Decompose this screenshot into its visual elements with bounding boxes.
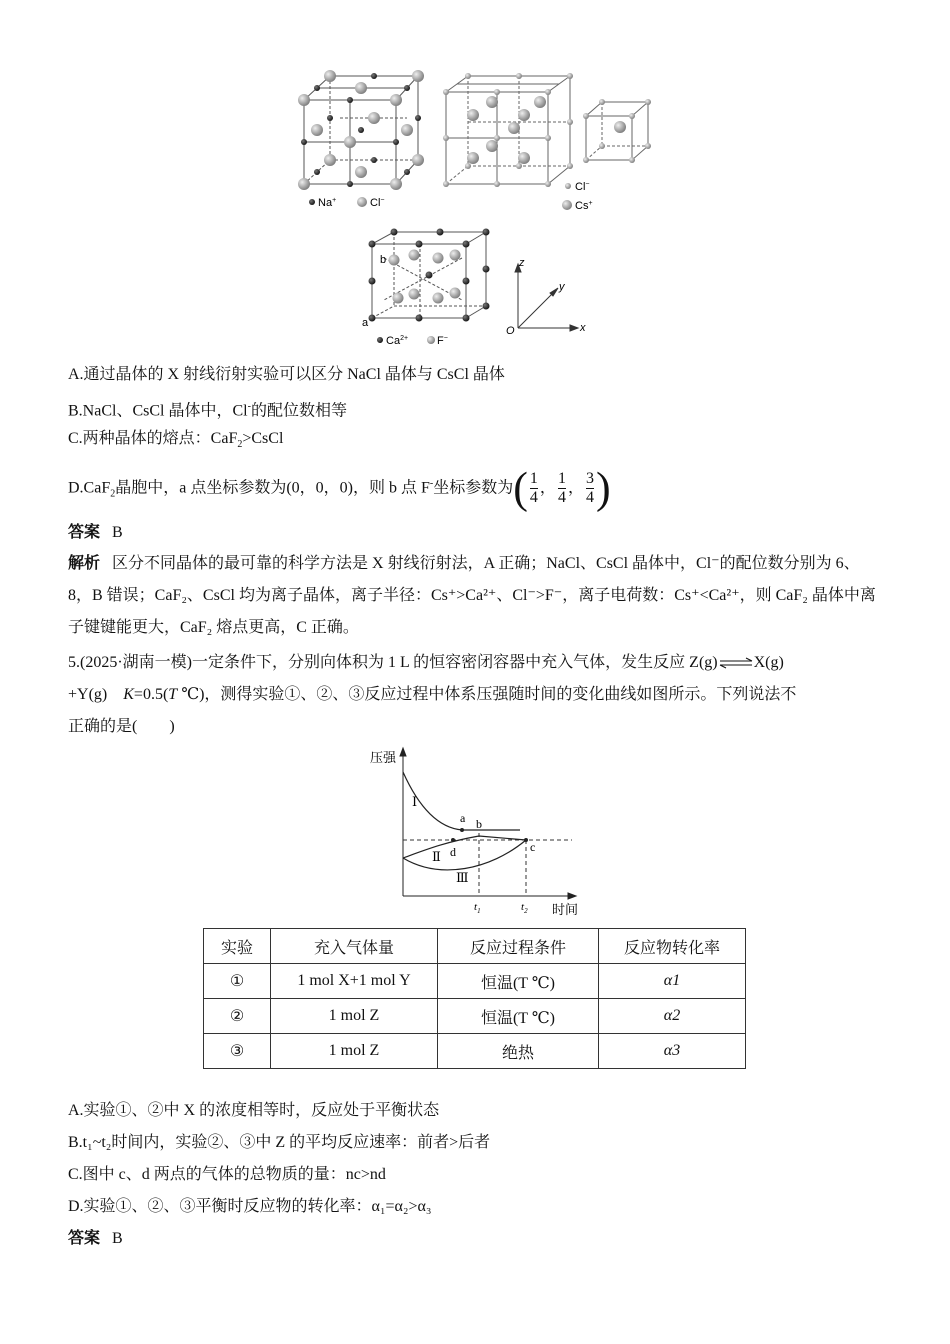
table-cell: 1 mol Z — [271, 1034, 438, 1069]
axis-x-label: x — [580, 322, 586, 334]
equilibrium-arrow-icon — [718, 657, 754, 669]
curve-label-II: Ⅱ — [432, 849, 441, 864]
label-c: c — [530, 840, 536, 854]
table-cell: 1 mol Z — [271, 999, 438, 1034]
frac-1: $\frac{1}{4}$ — [529, 470, 538, 507]
q5-stem-line2: +Y(g) K=0.5(T ℃)，测得实验①、②、③反应过程中体系压强随时间的变化曲线如图所示。下列说法不 — [68, 686, 797, 703]
cscl-legend — [562, 181, 593, 212]
caf2-legend — [377, 335, 448, 347]
q4-option-c: C.两种晶体的熔点：CaF$_2$>CsCl — [68, 430, 284, 451]
q5-stem-line3: 正确的是( ) — [68, 718, 175, 735]
axis-z-label: z — [519, 257, 525, 269]
q5-option-d: D.实验①、②、③平衡时反应物的转化率：α₁=α₂>α₃ — [68, 1198, 432, 1215]
y-axis-label: 压强 — [370, 750, 397, 765]
svg-text:Cs+: Cs+ — [575, 200, 593, 212]
table-cell: α3 — [599, 1034, 746, 1069]
coordinate-axes — [515, 264, 578, 331]
table-cell: ③ — [204, 1034, 271, 1069]
q5-option-a: A.实验①、②中 X 的浓度相等时，反应处于平衡状态 — [68, 1102, 440, 1119]
curve-II — [403, 836, 526, 858]
svg-text:F−: F− — [437, 335, 448, 347]
table-header: 反应过程条件 — [438, 929, 599, 964]
caf2-point-a: a — [362, 317, 369, 329]
t2-label: $t_2$ — [521, 901, 528, 915]
table-header: 实验 — [204, 929, 271, 964]
axis-y-label: y — [559, 281, 565, 293]
q4-option-d: D.CaF$_2$晶胞中，a 点坐标参数为(0，0，0)，则 b 点 F-坐标参数为( $\frac{1}{4}$ ， $\frac{1}{4}$ ， $\frac{3}{4}$ ) — [68, 463, 611, 513]
svg-text:Cl−: Cl− — [575, 181, 590, 193]
label-d: d — [450, 845, 456, 859]
curve-label-I: Ⅰ — [412, 794, 418, 809]
table-row — [204, 999, 746, 1034]
t1-label: $t_1$ — [474, 901, 481, 915]
label-b: b — [476, 817, 482, 831]
axis-origin-label: O — [506, 325, 515, 337]
q4-option-a: A.通过晶体的 X 射线衍射实验可以区分 NaCl 晶体与 CsCl 晶体 — [68, 366, 505, 383]
caf2-point-b: b — [380, 254, 387, 266]
nacl-legend — [309, 197, 384, 209]
table-cell: 绝热 — [438, 1034, 599, 1069]
curve-III — [403, 840, 526, 870]
q5-answer: 答案 B — [68, 1230, 123, 1247]
crystal-structures-figure — [290, 66, 670, 356]
table-cell: 1 mol X+1 mol Y — [271, 964, 438, 999]
experiment-table — [203, 928, 746, 1069]
x-axis-label: 时间 — [552, 902, 579, 917]
point-d — [451, 838, 455, 842]
nacl-ions — [298, 70, 424, 190]
q5-option-b: B.t₁~t₂时间内，实验②、③中 Z 的平均反应速率：前者>后者 — [68, 1134, 491, 1151]
caf2-ions — [369, 229, 490, 322]
cscl-lattice — [446, 76, 570, 184]
table-header: 充入气体量 — [271, 929, 438, 964]
point-c — [524, 838, 528, 842]
point-a — [460, 828, 464, 832]
curve-label-III: Ⅲ — [456, 870, 469, 885]
label-a: a — [460, 811, 466, 825]
q4-option-b: B.NaCl、CsCl 晶体中，Cl-的配位数相等 — [68, 401, 347, 420]
table-header: 反应物转化率 — [599, 929, 746, 964]
q4-answer: 答案 B — [68, 524, 123, 541]
table-row — [204, 1034, 746, 1069]
table-row — [204, 964, 746, 999]
table-cell: α1 — [599, 964, 746, 999]
table-header-row — [204, 929, 746, 964]
table-cell: 恒温(T ℃) — [438, 999, 599, 1034]
table-cell: ② — [204, 999, 271, 1034]
table-cell: α2 — [599, 999, 746, 1034]
svg-text:Na+: Na+ — [318, 197, 337, 209]
frac-2: $\frac{1}{4}$ — [557, 470, 566, 507]
table-cell: ① — [204, 964, 271, 999]
q5-stem-line1: 5.(2025·湖南一模)一定条件下，分别向体积为 1 L 的恒容密闭容器中充入气体，发生反应 Z(g) X(g) — [68, 654, 784, 671]
pressure-time-graph — [360, 742, 590, 920]
q4-analysis: 解析 区分不同晶体的最可靠的科学方法是 X 射线衍射法，A 正确；NaCl、CsCl 晶体中，Cl⁻的配位数分别为 6、8，B 错误；CaF₂、CsCl 均为离子晶体，离子半径：Cs⁺>Ca²⁺、Cl⁻>F⁻，离子电荷数：Cs⁺<Ca²⁺，则 CaF₂ 晶体中离子键键能更大，CaF₂ 熔点更高，C 正确。 — [68, 555, 876, 636]
table-cell: 恒温(T ℃) — [438, 964, 599, 999]
svg-text:Ca2+: $Ca^{2+}$ — [386, 335, 409, 347]
q5-option-c: C.图中 c、d 两点的气体的总物质的量：nc>nd — [68, 1166, 386, 1183]
frac-3: $\frac{3}{4}$ — [585, 470, 594, 507]
svg-text:Cl−: Cl− — [370, 197, 385, 209]
